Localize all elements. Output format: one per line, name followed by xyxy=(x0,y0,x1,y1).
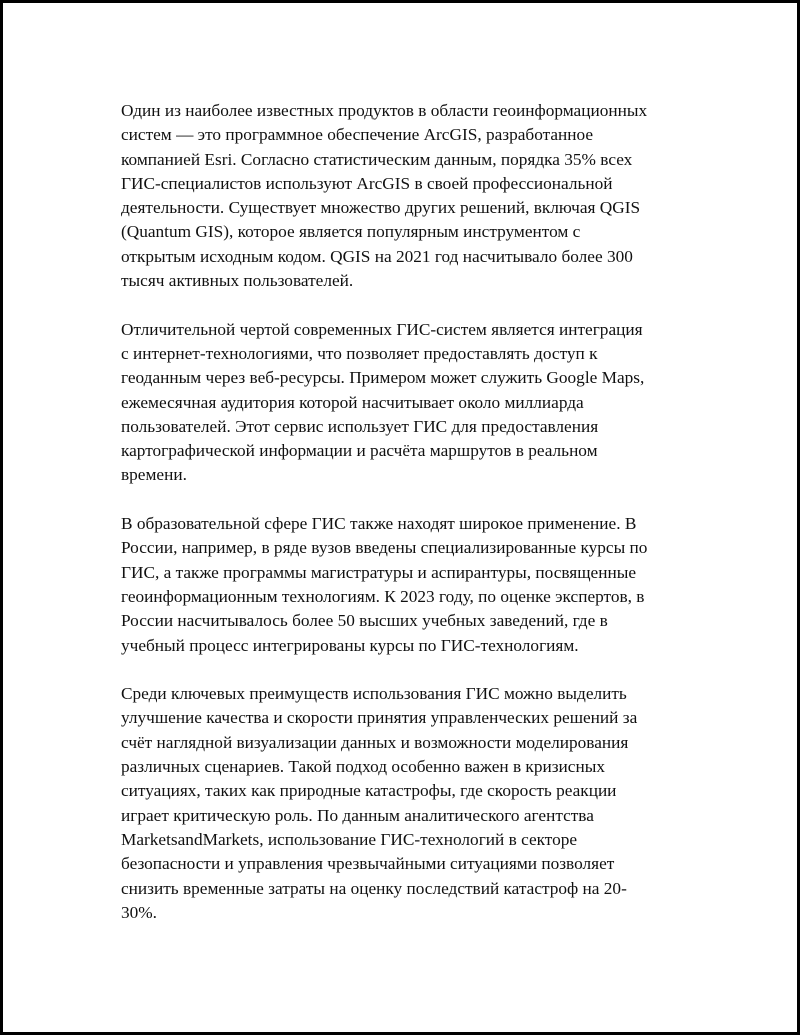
paragraph-advantages: Среди ключевых преимуществ использования ГИС можно выделить улучшение качества и скорости принятия управленческих решений за счёт наглядной визуализации данных и возможности моделирования различных сценариев. Такой подход особенно важен в кризисных ситуациях, таких как природные катастрофы, где скорость реакции играет критическую роль. По данным аналитического агентства MarketsandMarkets, использование ГИС-технологий в секторе безопасности и управления чрезвычайными ситуациями позволяет снизить временные затраты на оценку последствий катастроф на 20- 30%. xyxy=(121,684,638,922)
paragraph-arcgis: Один из наиболее известных продуктов в области геоинформационных систем — это программное обеспечение ArcGIS, разработанное компанией Esri. Согласно статистическим данным, порядка 35% всех ГИС-специалистов используют ArcGIS в своей профессиональной деятельности. Существует множество других решений, включая QGIS (Quantum GIS), которое является популярным инструментом с открытым исходным кодом. QGIS на 2021 год насчитывало более 300 тысяч активных пользователей. xyxy=(121,101,648,291)
paragraph-web-integration: Отличительной чертой современных ГИС-систем является интеграция с интернет-технологиями, что позволяет предоставлять доступ к геоданным через веб-ресурсы. Примером может служить Google Maps, ежемесячная аудитория которой насчитывает около миллиарда пользователей. Этот сервис использует ГИС для предоставления картографической информации и расчёта маршрутов в реальном времени. xyxy=(121,319,645,485)
document-body xyxy=(121,99,696,949)
paragraph-education: В образовательной сфере ГИС также находят широкое применение. В России, например, в ряде вузов введены специализированные курсы по ГИС, а также программы магистратуры и аспирантуры, посвященные геоинформационным технологиям. К 2023 году, по оценке экспертов, в России насчитывалось более 50 высших учебных заведений, где в учебный процесс интегрированы курсы по ГИС-технологиям. xyxy=(121,514,648,655)
